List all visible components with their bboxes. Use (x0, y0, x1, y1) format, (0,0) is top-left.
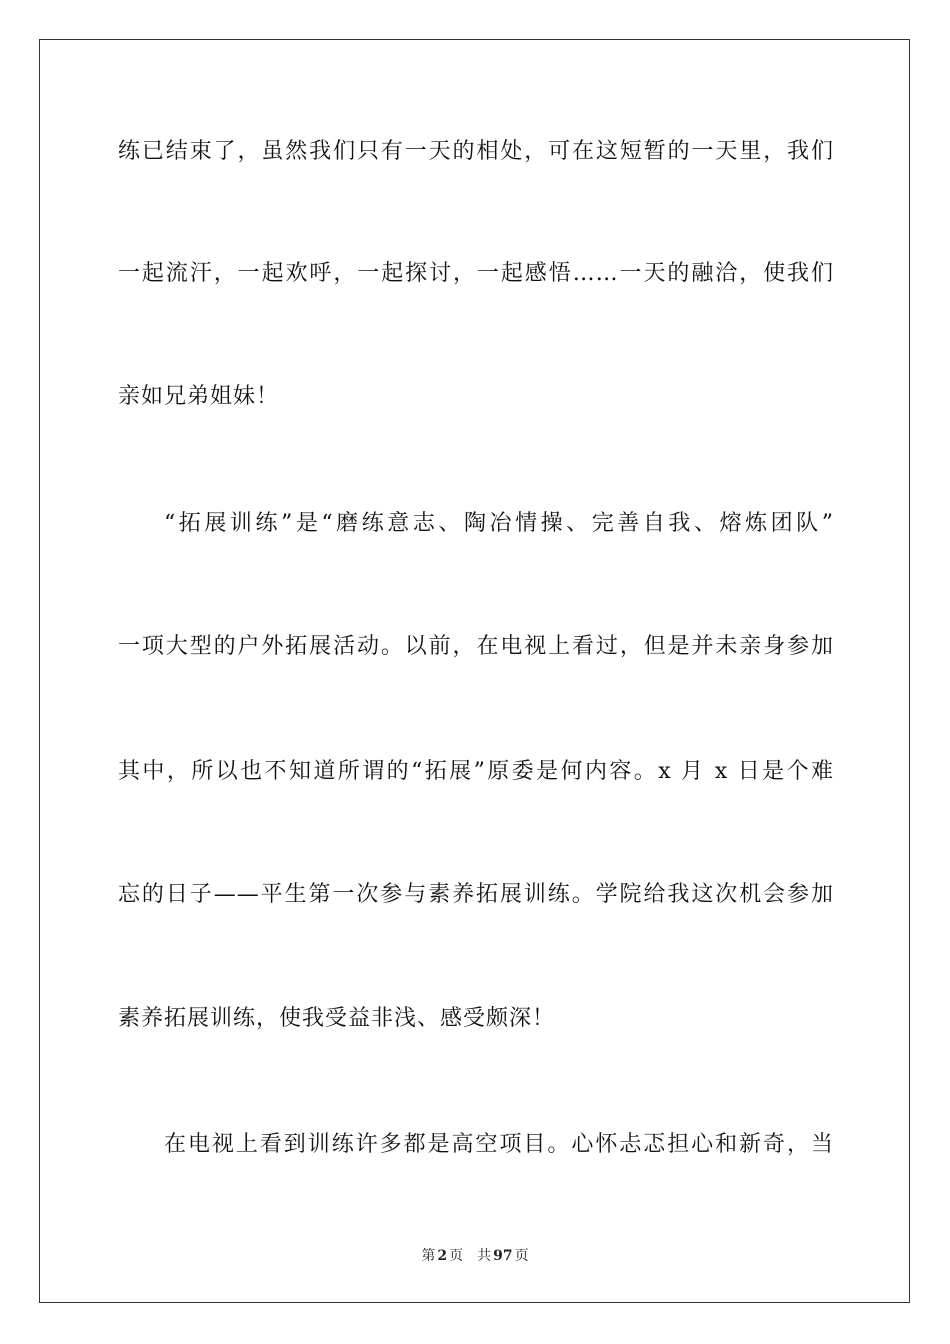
body-line-9: 在电视上看到训练许多都是高空项目。心怀忐忑担心和新奇，当 (164, 1132, 834, 1157)
body-line-3: 亲如兄弟姐妹！ (118, 384, 280, 409)
footer-page-prefix: 第 (421, 1248, 436, 1264)
footer-total-prefix: 共 (477, 1248, 492, 1264)
body-line-5: 一项大型的户外拓展活动。以前，在电视上看过，但是并未亲身参加 (118, 634, 834, 659)
footer-page-suffix: 页 (449, 1248, 464, 1264)
footer-total-pages: 97 (493, 1248, 513, 1264)
footer-total-suffix: 页 (514, 1248, 529, 1264)
body-line-6: 其中，所以也不知道所谓的“拓展”原委是何内容。x 月 x 日是个难 (118, 759, 834, 784)
body-line-2: 一起流汗，一起欢呼，一起探讨，一起感悟……一天的融洽，使我们 (118, 261, 834, 286)
body-line-4: “拓展训练”是“磨练意志、陶冶情操、完善自我、熔炼团队” (164, 511, 834, 536)
page-footer (0, 1247, 950, 1265)
body-line-1: 练已结束了，虽然我们只有一天的相处，可在这短暂的一天里，我们 (118, 139, 834, 164)
page-frame (39, 39, 910, 1303)
footer-page-number: 2 (437, 1248, 448, 1264)
body-line-7: 忘的日子——平生第一次参与素养拓展训练。学院给我这次机会参加 (118, 882, 834, 907)
body-line-8: 素养拓展训练，使我受益非浅、感受颇深！ (118, 1006, 556, 1031)
